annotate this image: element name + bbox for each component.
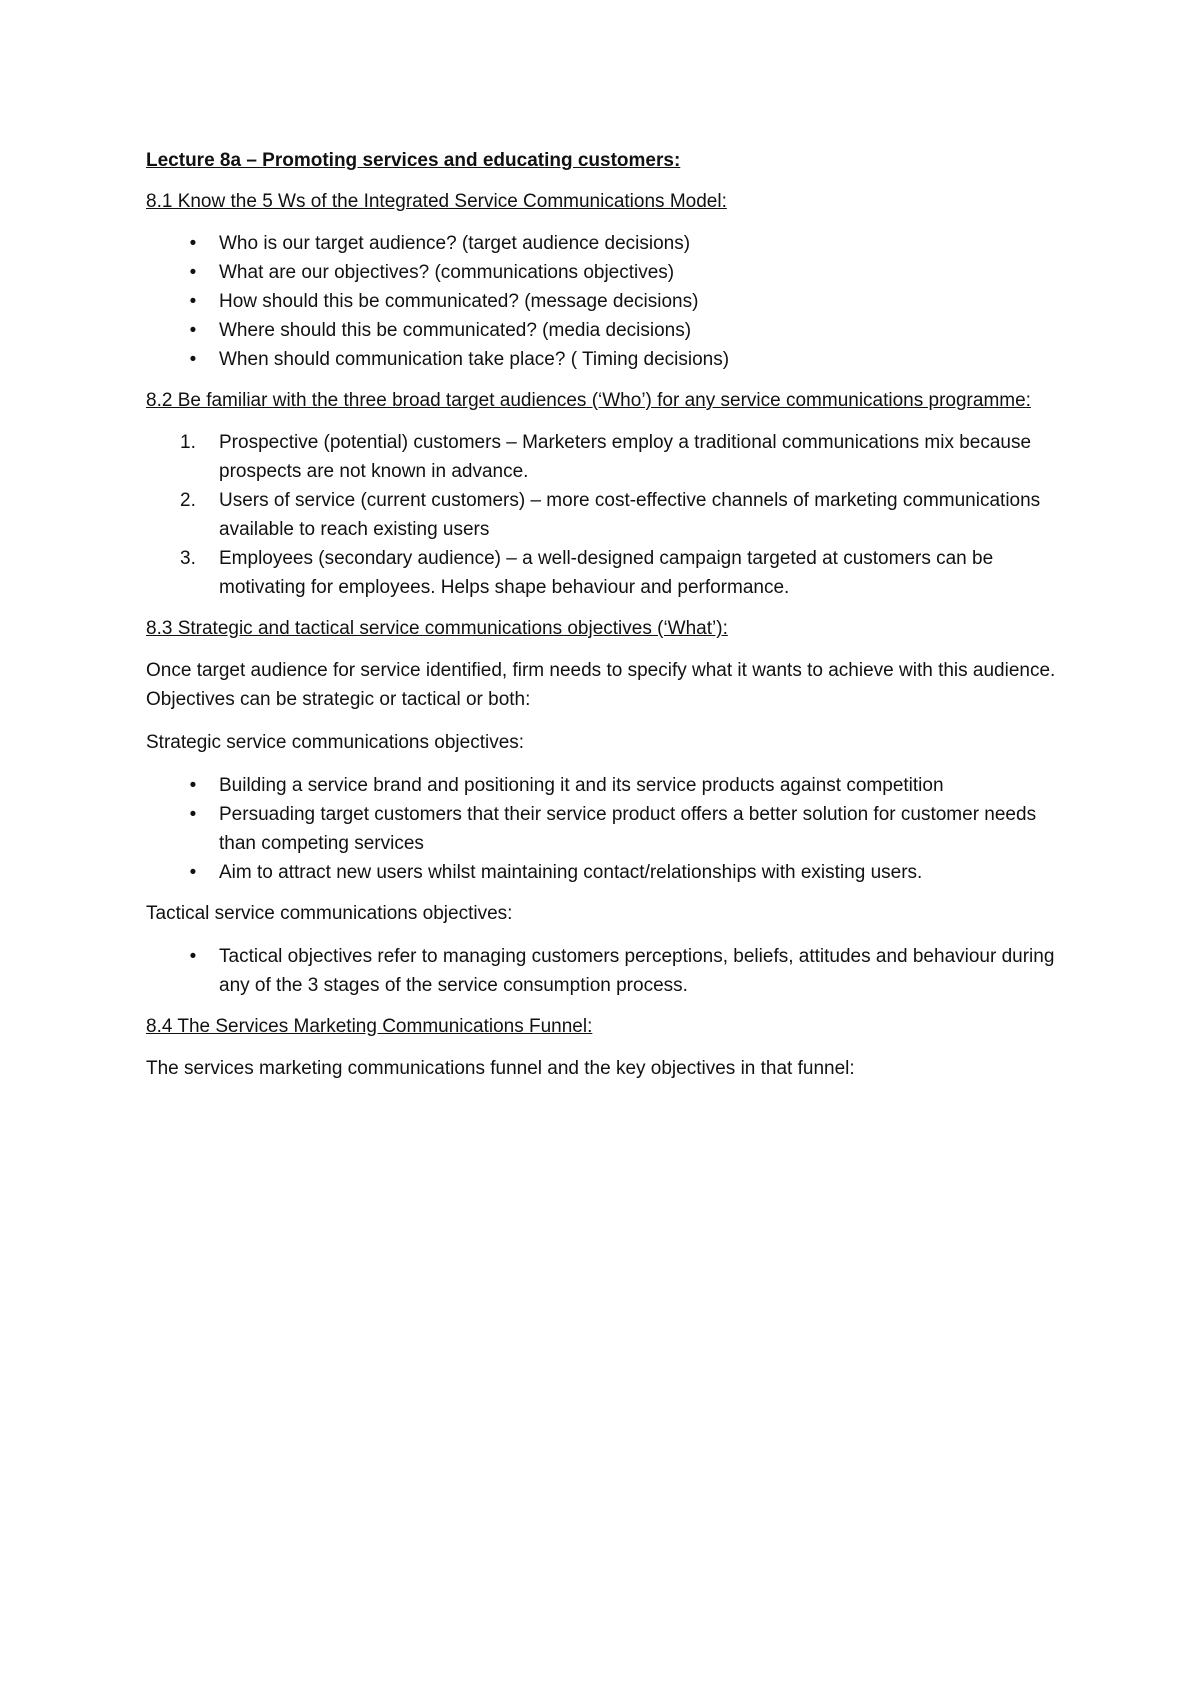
bullet-icon: •: [189, 775, 197, 796]
bullet-icon: •: [189, 862, 197, 883]
list-item: [146, 258, 1066, 287]
list-item-text: Users of service (current customers) – more cost-effective channels of marketing communications available to reach existing users: [219, 490, 1041, 540]
bullet-icon: •: [189, 262, 197, 283]
list-number: 1.: [180, 432, 196, 453]
section-8-1-heading: 8.1 Know the 5 Ws of the Integrated Service Communications Model:: [146, 191, 727, 212]
list-item: [146, 486, 1066, 544]
list-item-text: Prospective (potential) customers – Marketers employ a traditional communications mix because prospects are not known in advance.: [219, 432, 1032, 482]
list-item-text: Tactical objectives refer to managing customers perceptions, beliefs, attitudes and behaviour during any of the 3 stages of the service consumption process.: [219, 946, 1055, 996]
list-number: 2.: [180, 490, 196, 511]
bullet-icon: •: [189, 291, 197, 312]
list-item-text: What are our objectives? (communications objectives): [219, 262, 675, 283]
list-item-text: Aim to attract new users whilst maintaining contact/relationships with existing users.: [219, 862, 923, 883]
list-item-text: When should communication take place? ( Timing decisions): [219, 349, 730, 370]
section-8-1-bullet-list: [146, 229, 1066, 374]
bullet-icon: •: [189, 349, 197, 370]
list-item-text: Where should this be communicated? (media decisions): [219, 320, 692, 341]
document-content: [146, 148, 1066, 1097]
section-8-4-text: The services marketing communications funnel and the key objectives in that funnel:: [146, 1058, 855, 1079]
tactical-objectives-label: Tactical service communications objectives:: [146, 903, 513, 924]
list-item: [146, 287, 1066, 316]
section-8-3-heading: 8.3 Strategic and tactical service communications objectives (‘What’):: [146, 618, 728, 639]
list-item: [146, 229, 1066, 258]
list-item: [146, 942, 1066, 1000]
bullet-icon: •: [189, 320, 197, 341]
list-number: 3.: [180, 548, 196, 569]
list-item-text: Persuading target customers that their service product offers a better solution for customer needs than competing services: [219, 804, 1037, 854]
list-item: [146, 428, 1066, 486]
list-item-text: Who is our target audience? (target audience decisions): [219, 233, 691, 254]
list-item: [146, 345, 1066, 374]
page-title: Lecture 8a – Promoting services and educating customers:: [146, 150, 681, 171]
section-8-3-intro: Once target audience for service identified, firm needs to specify what it wants to achieve with this audience. Objectives can be strategic or tactical or both:: [146, 660, 1056, 710]
list-item: [146, 771, 1066, 800]
list-item: [146, 800, 1066, 858]
section-8-2-numbered-list: [146, 428, 1066, 602]
list-item: [146, 316, 1066, 345]
list-item-text: Employees (secondary audience) – a well-designed campaign targeted at customers can be motivating for employees. Helps shape behaviour and performance.: [219, 548, 994, 598]
bullet-icon: •: [189, 946, 197, 967]
list-item: [146, 544, 1066, 602]
list-item-text: Building a service brand and positioning it and its service products against competition: [219, 775, 944, 796]
bullet-icon: •: [189, 804, 197, 825]
section-8-2-heading: 8.2 Be familiar with the three broad target audiences (‘Who’) for any service communications programme:: [146, 390, 1031, 411]
list-item-text: How should this be communicated? (message decisions): [219, 291, 699, 312]
strategic-objectives-label: Strategic service communications objectives:: [146, 732, 525, 753]
list-item: [146, 858, 1066, 887]
bullet-icon: •: [189, 233, 197, 254]
strategic-objectives-list: [146, 771, 1066, 887]
section-8-4-heading: 8.4 The Services Marketing Communications Funnel:: [146, 1016, 593, 1037]
tactical-objectives-list: [146, 942, 1066, 1000]
